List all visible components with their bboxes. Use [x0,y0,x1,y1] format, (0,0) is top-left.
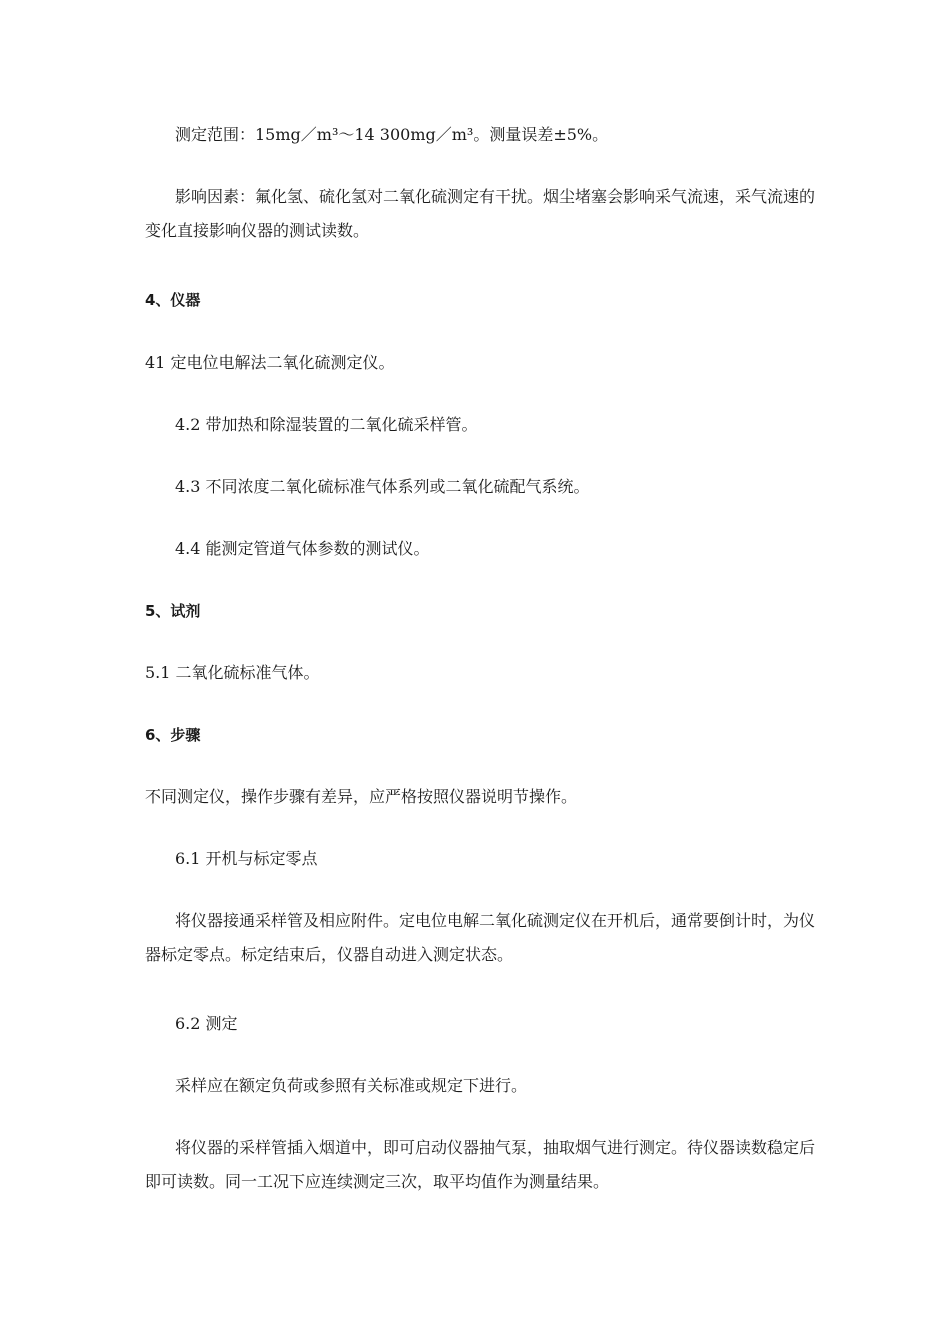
item-4-1: 41 定电位电解法二氧化硫测定仪。 [145,353,395,372]
item-5-1: 5.1 二氧化硫标准气体。 [145,663,320,682]
section-5-heading: 5、试剂 [145,602,201,620]
section-6-heading: 6、步骤 [145,726,201,744]
item-6-1-body: 将仪器接通采样管及相应附件。定电位电解二氧化硫测定仪在开机后，通常要倒计时，为仪器标定零点。标定结束后，仪器自动进入测定状态。 [145,911,816,964]
item-6-2-sampling: 采样应在额定负荷或参照有关标准或规定下进行。 [175,1076,528,1095]
influencing-factors-text: 影响因素：氟化氢、硫化氢对二氧化硫测定有干扰。烟尘堵塞会影响采气流速，采气流速的变化直接影响仪器的测试读数。 [145,187,816,240]
item-6-2-title: 6.2 测定 [175,1014,238,1033]
item-4-4: 4.4 能测定管道气体参数的测试仪。 [175,539,430,558]
section-4-heading: 4、仪器 [145,291,201,309]
item-4-2: 4.2 带加热和除湿装置的二氧化硫采样管。 [175,415,478,434]
item-4-3: 4.3 不同浓度二氧化硫标准气体系列或二氧化硫配气系统。 [175,477,590,496]
section-6-intro: 不同测定仪，操作步骤有差异，应严格按照仪器说明节操作。 [145,787,578,806]
item-6-1-title: 6.1 开机与标定零点 [175,849,318,868]
item-6-2-procedure: 将仪器的采样管插入烟道中，即可启动仪器抽气泵，抽取烟气进行测定。待仪器读数稳定后即可读数。同一工况下应连续测定三次，取平均值作为测量结果。 [145,1138,816,1191]
measurement-range-text: 测定范围：15mg／m³～14 300mg／m³。测量误差±5%。 [175,125,609,144]
